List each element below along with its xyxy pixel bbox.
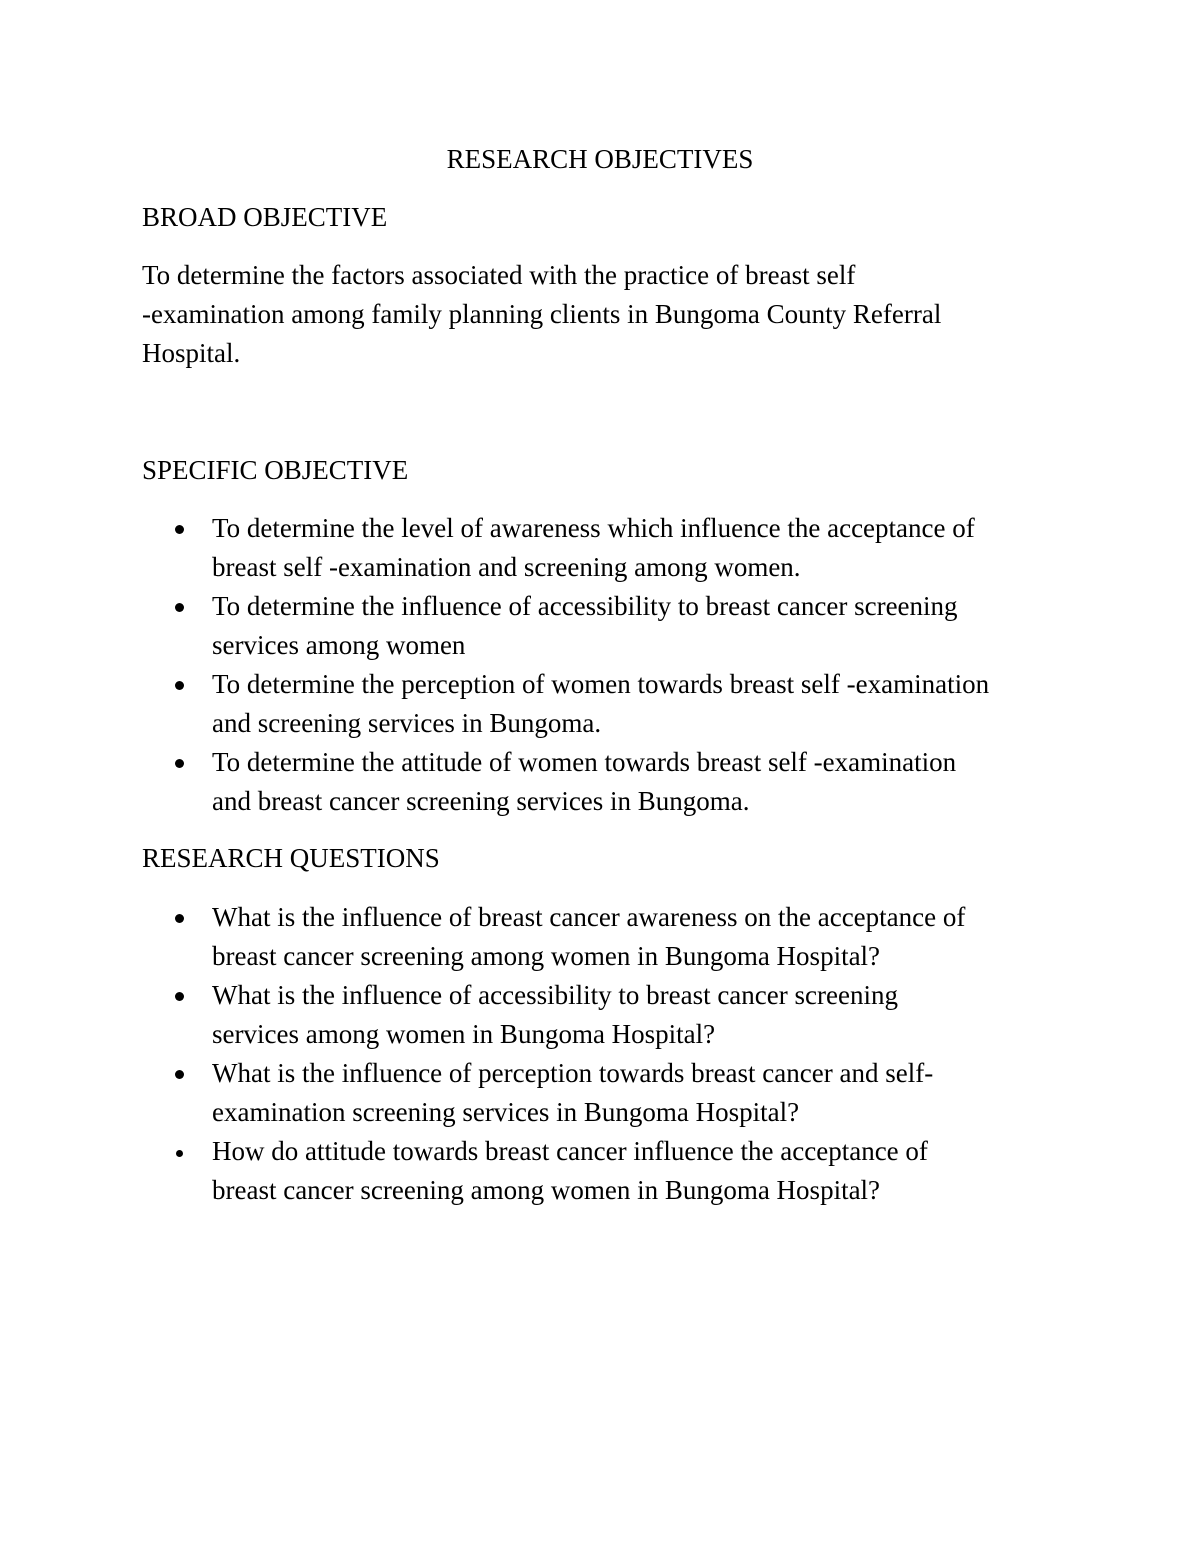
- list-item-line: What is the influence of perception towards breast cancer and self-: [212, 1058, 934, 1088]
- bullet-icon: [175, 914, 184, 923]
- bullet-icon: [175, 603, 184, 612]
- list-item: [142, 743, 1102, 821]
- list-item-line: examination screening services in Bungoma Hospital?: [212, 1097, 800, 1127]
- broad-objective-line: To determine the factors associated with the practice of breast self: [142, 260, 856, 290]
- list-item-line: How do attitude towards breast cancer influence the acceptance of: [212, 1136, 928, 1166]
- list-item-line: services among women in Bungoma Hospital?: [212, 1019, 716, 1049]
- list-item: [142, 976, 1102, 1054]
- bullet-icon: [175, 759, 184, 768]
- broad-objective-line: -examination among family planning clients in Bungoma County Referral: [142, 299, 942, 329]
- list-item-line: and breast cancer screening services in Bungoma.: [212, 786, 750, 816]
- list-item: [142, 509, 1102, 587]
- list-item: [142, 665, 1102, 743]
- broad-objective-text: [142, 256, 1042, 373]
- list-item: [142, 898, 1102, 976]
- list-item-line: To determine the attitude of women towards breast self -examination: [212, 747, 957, 777]
- bullet-icon: [175, 1070, 184, 1079]
- list-item-line: To determine the perception of women towards breast self -examination: [212, 669, 990, 699]
- bullet-icon: [176, 1150, 183, 1157]
- list-item-line: What is the influence of breast cancer awareness on the acceptance of: [212, 902, 966, 932]
- research-questions-list: [142, 898, 1102, 1210]
- bullet-icon: [175, 992, 184, 1001]
- list-item-line: What is the influence of accessibility to breast cancer screening: [212, 980, 898, 1010]
- bullet-icon: [175, 525, 184, 534]
- broad-objective-line: Hospital.: [142, 338, 241, 368]
- list-item-line: breast cancer screening among women in Bungoma Hospital?: [212, 941, 881, 971]
- bullet-icon: [175, 681, 184, 690]
- specific-objectives-list: [142, 509, 1102, 821]
- list-item-line: breast cancer screening among women in Bungoma Hospital?: [212, 1175, 881, 1205]
- list-item-line: To determine the influence of accessibility to breast cancer screening: [212, 591, 958, 621]
- specific-objective-heading: SPECIFIC OBJECTIVE: [142, 455, 409, 485]
- broad-objective-heading: BROAD OBJECTIVE: [142, 202, 388, 232]
- list-item: [142, 1054, 1102, 1132]
- list-item: [142, 587, 1102, 665]
- list-item: [142, 1132, 1102, 1210]
- research-questions-heading: RESEARCH QUESTIONS: [142, 843, 440, 873]
- list-item-line: and screening services in Bungoma.: [212, 708, 602, 738]
- list-item-line: breast self -examination and screening among women.: [212, 552, 801, 582]
- list-item-line: services among women: [212, 630, 466, 660]
- page-title: RESEARCH OBJECTIVES: [446, 144, 754, 174]
- list-item-line: To determine the level of awareness which influence the acceptance of: [212, 513, 975, 543]
